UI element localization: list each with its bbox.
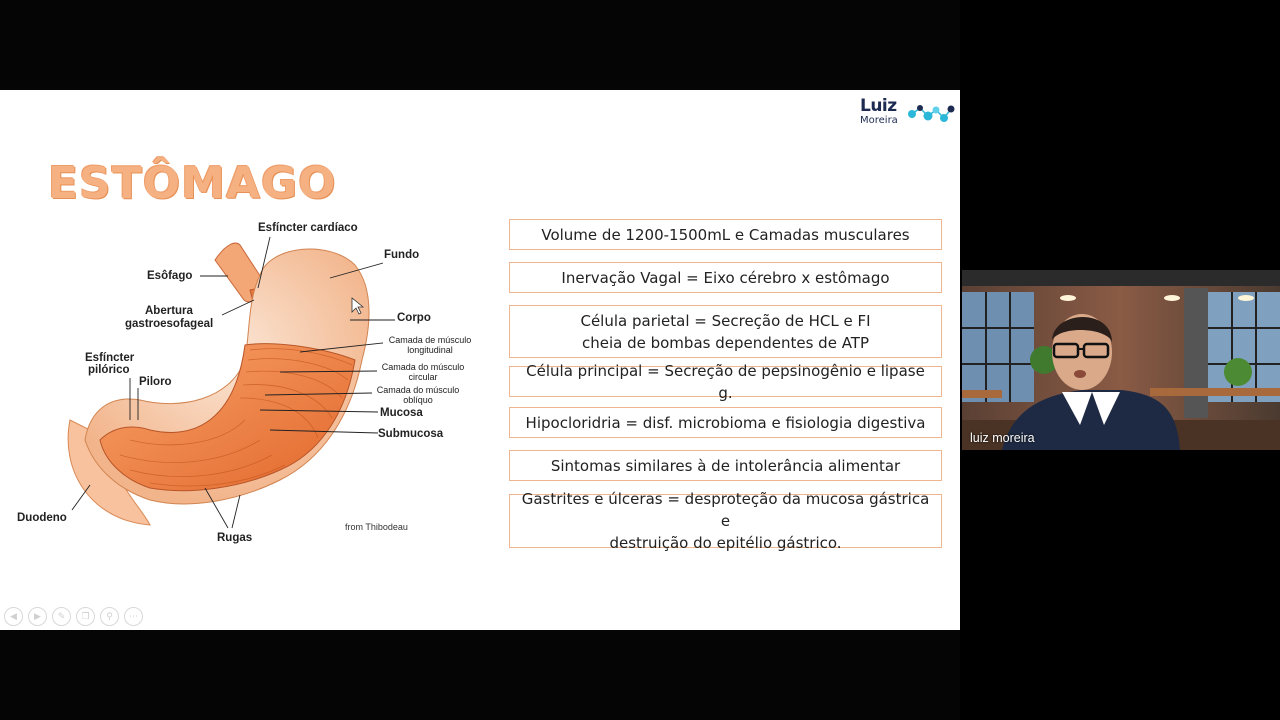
zoom-icon[interactable]: ⚲ (100, 607, 119, 626)
info-box-celula-principal (509, 361, 942, 402)
label-duodeno: Duodeno (17, 512, 67, 524)
info-box-sintomas-line1: Sintomas similares à de intolerância alimentar (550, 456, 901, 475)
label-musculo-circular-2: circular (408, 372, 438, 382)
label-fundo: Fundo (384, 249, 420, 261)
label-submucosa: Submucosa (378, 428, 444, 440)
logo-word-1: Luiz (860, 96, 897, 116)
info-box-gastrites (509, 490, 942, 552)
label-abertura-2: gastroesofageal (125, 318, 214, 330)
label-esofago: Esôfago (147, 270, 193, 282)
video-frame (962, 270, 1280, 450)
logo-word-2: Moreira (860, 115, 898, 126)
label-rugas: Rugas (217, 532, 253, 544)
label-musculo-circular (377, 362, 469, 382)
label-piloro: Piloro (139, 376, 172, 388)
brand-logo (858, 96, 958, 128)
label-esfincter-cardiaco: Esfíncter cardíaco (258, 222, 358, 234)
copy-icon[interactable]: ❐ (76, 607, 95, 626)
prev-icon[interactable]: ◀ (4, 607, 23, 626)
info-box-hipocloridria-line1: Hipocloridria = disf. microbioma e fisiologia digestiva (525, 413, 926, 432)
label-esfincter-pilorico-2: pilórico (88, 364, 130, 376)
pen-icon[interactable]: ✎ (52, 607, 71, 626)
label-abertura-1: Abertura (145, 305, 193, 317)
info-box-celula-parietal-line1: Célula parietal = Secreção de HCL e FI (580, 311, 871, 330)
info-box-gastrites-line1: Gastrites e úlceras = desproteção da mucosa gástrica e (521, 490, 930, 530)
slide-title: ESTÔMAGO (48, 158, 337, 209)
label-corpo: Corpo (397, 312, 431, 324)
info-box-inervacao-line1: Inervação Vagal = Eixo cérebro x estômago (561, 268, 890, 287)
label-musculo-obliquo (372, 385, 464, 405)
info-box-celula-parietal-line2: cheia de bombas dependentes de ATP (581, 333, 869, 352)
participant-name: luiz moreira (970, 431, 1035, 445)
info-box-volume (509, 219, 942, 250)
label-musculo-longitudinal (384, 335, 476, 355)
info-box-celula-principal-line1: Célula principal = Secreção de pepsinogênio e lipase g. (526, 361, 925, 402)
participant-video[interactable] (962, 270, 1280, 450)
molecule-icon (906, 100, 956, 126)
info-box-celula-parietal (509, 305, 942, 358)
slide-controls (4, 607, 143, 626)
more-icon[interactable]: ⋯ (124, 607, 143, 626)
info-box-sintomas (509, 450, 942, 481)
label-musculo-obliquo-2: oblíquo (403, 395, 433, 405)
info-box-volume-line1: Volume de 1200-1500mL e Camadas musculares (541, 225, 910, 244)
info-box-inervacao (509, 262, 942, 293)
image-credit: from Thibodeau (345, 522, 408, 532)
label-musculo-longitudinal-2: longitudinal (407, 345, 453, 355)
info-box-gastrites-line2: destruição do epitélio gástrico. (609, 534, 842, 552)
label-mucosa: Mucosa (380, 407, 423, 419)
next-icon[interactable]: ▶ (28, 607, 47, 626)
info-box-hipocloridria (509, 407, 942, 438)
label-musculo-longitudinal-1: Camada de músculo (388, 335, 472, 345)
label-musculo-circular-1: Camada do músculo (381, 362, 465, 372)
label-musculo-obliquo-1: Camada do músculo (376, 385, 460, 395)
label-esfincter-pilorico-1: Esfíncter (85, 352, 135, 364)
